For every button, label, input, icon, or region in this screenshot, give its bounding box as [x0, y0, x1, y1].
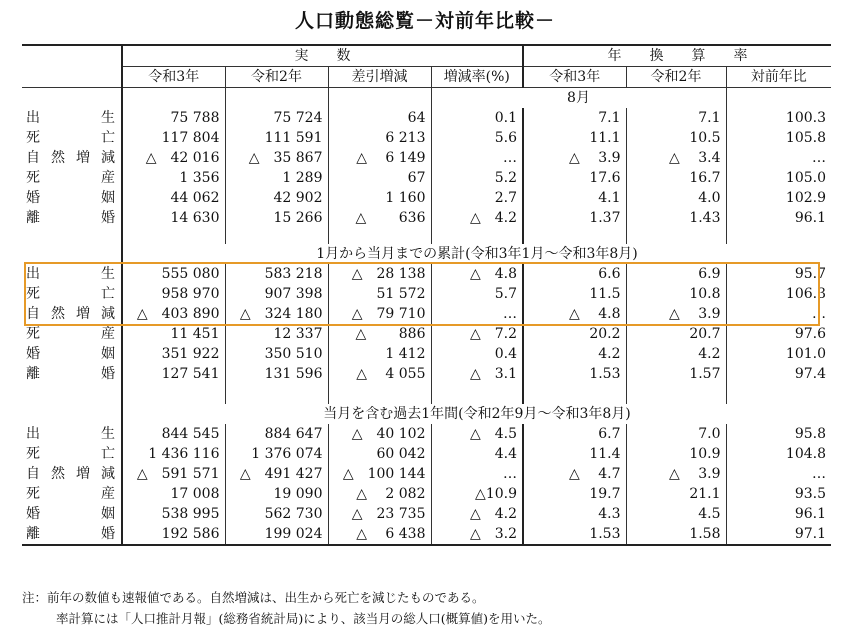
row-label [22, 304, 122, 324]
cell-yoy: 97.6 [726, 324, 831, 344]
row-label-char: 婚 [26, 346, 40, 362]
cell-rate-change: … [431, 464, 523, 484]
row-label [22, 148, 122, 168]
row-label-char: 出 [26, 426, 40, 442]
cell-r2: △ 491 427 [225, 464, 328, 484]
row-label-char: 出 [26, 266, 40, 282]
cell-r2: 19 090 [225, 484, 328, 504]
row-label-char: 自 [26, 150, 40, 166]
row-label-char: 亡 [101, 446, 115, 462]
cell-rate-r3: 19.7 [523, 484, 626, 504]
cell-r3: 1 356 [122, 168, 225, 188]
cell-diff: 6 213 [328, 128, 431, 148]
table-row [22, 128, 831, 148]
col-header-r2: 令和2年 [225, 67, 328, 88]
section-heading-row [22, 244, 831, 264]
cell-r2: 1 289 [225, 168, 328, 188]
cell-diff: △ 100 144 [328, 464, 431, 484]
row-label-char: 然 [51, 150, 65, 166]
cell-rate-r3: 4.2 [523, 344, 626, 364]
cell-rate-r3: △ 4.8 [523, 304, 626, 324]
cell-r2: △ 324 180 [225, 304, 328, 324]
row-label-char: 生 [101, 266, 115, 282]
header-group-actual: 実 数 [122, 45, 523, 67]
cell-yoy: 106.3 [726, 284, 831, 304]
cell-diff: 51 572 [328, 284, 431, 304]
cell-rate-change: △ 4.5 [431, 424, 523, 444]
row-label-char: 離 [26, 210, 40, 226]
col-header-rate-change: 増減率(%) [431, 67, 523, 88]
cell-diff: △ 23 735 [328, 504, 431, 524]
section-heading: 8月 [431, 88, 726, 109]
row-label-char: 死 [26, 286, 40, 302]
row-label-char: 姻 [101, 346, 115, 362]
row-label [22, 484, 122, 504]
header-group-rate: 年 換 算 率 [523, 45, 831, 67]
cell-rate-r3: 1.53 [523, 364, 626, 384]
cell-yoy: 105.0 [726, 168, 831, 188]
cell-rate-change: … [431, 148, 523, 168]
cell-rate-r2: 1.58 [626, 524, 726, 545]
section-spacer [22, 228, 831, 244]
row-label-char: 婚 [26, 506, 40, 522]
header-row-columns [22, 67, 831, 88]
cell-yoy: 95.8 [726, 424, 831, 444]
table-row [22, 524, 831, 545]
col-header-rate-r3: 令和3年 [523, 67, 626, 88]
row-label-char: 亡 [101, 130, 115, 146]
cell-r2: 131 596 [225, 364, 328, 384]
cell-r3: 351 922 [122, 344, 225, 364]
table-row [22, 464, 831, 484]
row-label-char: 減 [101, 150, 115, 166]
cell-rate-change: △ 4.2 [431, 504, 523, 524]
section-spacer [22, 384, 831, 404]
row-label [22, 284, 122, 304]
row-label [22, 444, 122, 464]
row-label [22, 424, 122, 444]
cell-rate-r3: 7.1 [523, 108, 626, 128]
cell-rate-change: 5.6 [431, 128, 523, 148]
cell-rate-r3: 6.6 [523, 264, 626, 284]
cell-rate-r2: 6.9 [626, 264, 726, 284]
cell-r2: 884 647 [225, 424, 328, 444]
row-label-char: 死 [26, 486, 40, 502]
cell-rate-change: 2.7 [431, 188, 523, 208]
cell-r2: 111 591 [225, 128, 328, 148]
cell-rate-change: 5.2 [431, 168, 523, 188]
section-heading-row [22, 404, 831, 424]
table-row [22, 284, 831, 304]
cell-diff: △ 4 055 [328, 364, 431, 384]
cell-diff: △ 6 149 [328, 148, 431, 168]
cell-yoy: 97.4 [726, 364, 831, 384]
cell-rate-change: 4.4 [431, 444, 523, 464]
cell-rate-r3: 20.2 [523, 324, 626, 344]
cell-r3: 14 630 [122, 208, 225, 228]
table-row [22, 108, 831, 128]
cell-r3: 538 995 [122, 504, 225, 524]
row-label-char: 死 [26, 326, 40, 342]
row-label [22, 264, 122, 284]
footnote-2: 率計算には「人口推計月報」(総務省統計局)により、該当月の総人口(概算値)を用いた。 [56, 611, 551, 626]
row-label [22, 524, 122, 545]
cell-rate-r2: 1.43 [626, 208, 726, 228]
row-label [22, 324, 122, 344]
cell-yoy: 104.8 [726, 444, 831, 464]
vital-statistics-table [22, 44, 831, 546]
cell-rate-r2: 21.1 [626, 484, 726, 504]
row-label-char: 増 [76, 150, 90, 166]
cell-rate-r2: 4.2 [626, 344, 726, 364]
table-row [22, 264, 831, 284]
section-heading: 当月を含む過去1年間(令和2年9月～令和3年8月) [122, 404, 831, 424]
table-row [22, 168, 831, 188]
row-label-char: 減 [101, 306, 115, 322]
row-label-char: 死 [26, 446, 40, 462]
table-row [22, 444, 831, 464]
cell-r3: 127 541 [122, 364, 225, 384]
cell-r2: 15 266 [225, 208, 328, 228]
cell-rate-change: △ 7.2 [431, 324, 523, 344]
table-row [22, 148, 831, 168]
cell-diff: 1 160 [328, 188, 431, 208]
row-label-char: 離 [26, 526, 40, 542]
section-heading-row [22, 88, 831, 109]
cell-rate-change: △ 4.2 [431, 208, 523, 228]
cell-yoy: 102.9 [726, 188, 831, 208]
cell-diff: △ 79 710 [328, 304, 431, 324]
cell-rate-r2: 1.57 [626, 364, 726, 384]
cell-r2: 583 218 [225, 264, 328, 284]
cell-r3: △ 591 571 [122, 464, 225, 484]
row-label-char: 産 [101, 170, 115, 186]
row-label [22, 168, 122, 188]
row-label-char: 死 [26, 130, 40, 146]
cell-diff: 60 042 [328, 444, 431, 464]
row-label-char: 然 [51, 466, 65, 482]
table-row [22, 424, 831, 444]
cell-rate-r3: △ 3.9 [523, 148, 626, 168]
footnote-1: 注：前年の数値も速報値である。自然増減は、出生から死亡を減じたものである。 [22, 590, 485, 605]
cell-rate-r2: △ 3.9 [626, 304, 726, 324]
cell-r3: △ 42 016 [122, 148, 225, 168]
cell-r3: 1 436 116 [122, 444, 225, 464]
cell-r2: 907 398 [225, 284, 328, 304]
cell-rate-r2: △ 3.9 [626, 464, 726, 484]
row-label-char: 亡 [101, 286, 115, 302]
cell-rate-r3: 1.53 [523, 524, 626, 545]
cell-diff: △ 40 102 [328, 424, 431, 444]
cell-rate-change: 0.1 [431, 108, 523, 128]
cell-diff: △ 886 [328, 324, 431, 344]
cell-r3: 844 545 [122, 424, 225, 444]
cell-diff: △ 6 438 [328, 524, 431, 545]
cell-yoy: 93.5 [726, 484, 831, 504]
row-label [22, 128, 122, 148]
row-label [22, 464, 122, 484]
row-label-char: 生 [101, 426, 115, 442]
row-label-char: 産 [101, 326, 115, 342]
cell-rate-change: 0.4 [431, 344, 523, 364]
row-label [22, 188, 122, 208]
cell-rate-change: 5.7 [431, 284, 523, 304]
row-label-char: 離 [26, 366, 40, 382]
cell-rate-r2: △ 3.4 [626, 148, 726, 168]
cell-rate-r2: 10.5 [626, 128, 726, 148]
cell-r3: 11 451 [122, 324, 225, 344]
cell-rate-r3: 11.5 [523, 284, 626, 304]
cell-r2: 350 510 [225, 344, 328, 364]
cell-r3: 117 804 [122, 128, 225, 148]
cell-diff: 1 412 [328, 344, 431, 364]
row-label [22, 364, 122, 384]
table-row [22, 344, 831, 364]
cell-r2: 1 376 074 [225, 444, 328, 464]
cell-rate-r3: △ 4.7 [523, 464, 626, 484]
row-label-char: 婚 [101, 366, 115, 382]
cell-rate-r2: 4.0 [626, 188, 726, 208]
cell-r2: △ 35 867 [225, 148, 328, 168]
cell-rate-r2: 16.7 [626, 168, 726, 188]
cell-r2: 12 337 [225, 324, 328, 344]
table-row [22, 364, 831, 384]
cell-rate-r2: 20.7 [626, 324, 726, 344]
cell-rate-r2: 10.9 [626, 444, 726, 464]
cell-rate-r3: 11.4 [523, 444, 626, 464]
row-label-char: 婚 [26, 190, 40, 206]
header-row-groups [22, 45, 831, 67]
cell-rate-change: △ 3.1 [431, 364, 523, 384]
cell-r3: 44 062 [122, 188, 225, 208]
table-row [22, 324, 831, 344]
table-row [22, 208, 831, 228]
cell-r2: 199 024 [225, 524, 328, 545]
row-label-char: 姻 [101, 506, 115, 522]
cell-diff: 64 [328, 108, 431, 128]
cell-rate-r2: 10.8 [626, 284, 726, 304]
cell-rate-change: … [431, 304, 523, 324]
cell-r2: 42 902 [225, 188, 328, 208]
table-row [22, 188, 831, 208]
cell-r2: 75 724 [225, 108, 328, 128]
col-header-yoy: 対前年比 [726, 67, 831, 88]
row-label-char: 減 [101, 466, 115, 482]
row-label-char: 産 [101, 486, 115, 502]
cell-yoy: 101.0 [726, 344, 831, 364]
cell-rate-change: △ 3.2 [431, 524, 523, 545]
cell-rate-r3: 17.6 [523, 168, 626, 188]
cell-diff: △ 28 138 [328, 264, 431, 284]
page-title: 人口動態総覧－対前年比較－ [294, 10, 555, 32]
cell-rate-change: △ 4.8 [431, 264, 523, 284]
row-label-char: 婚 [101, 526, 115, 542]
cell-rate-change: △10.9 [431, 484, 523, 504]
row-label [22, 504, 122, 524]
cell-rate-r2: 7.0 [626, 424, 726, 444]
cell-rate-r3: 4.1 [523, 188, 626, 208]
row-label-char: 姻 [101, 190, 115, 206]
cell-r3: 75 788 [122, 108, 225, 128]
cell-rate-r3: 1.37 [523, 208, 626, 228]
cell-r3: 555 080 [122, 264, 225, 284]
row-label-char: 増 [76, 466, 90, 482]
col-header-diff: 差引増減 [328, 67, 431, 88]
row-label-char: 自 [26, 466, 40, 482]
table-row [22, 504, 831, 524]
cell-yoy: … [726, 464, 831, 484]
cell-yoy: … [726, 304, 831, 324]
cell-r2: 562 730 [225, 504, 328, 524]
header-label-cell [22, 45, 122, 88]
cell-r3: 958 970 [122, 284, 225, 304]
section-heading: 1月から当月までの累計(令和3年1月～令和3年8月) [122, 244, 831, 264]
row-label-char: 婚 [101, 210, 115, 226]
col-header-rate-r2: 令和2年 [626, 67, 726, 88]
cell-yoy: 96.1 [726, 208, 831, 228]
row-label-char: 生 [101, 110, 115, 126]
table-row [22, 484, 831, 504]
cell-yoy: 97.1 [726, 524, 831, 545]
cell-yoy: 95.7 [726, 264, 831, 284]
row-label-char: 然 [51, 306, 65, 322]
cell-diff: △ 636 [328, 208, 431, 228]
col-header-r3: 令和3年 [122, 67, 225, 88]
cell-r3: 192 586 [122, 524, 225, 545]
cell-rate-r2: 7.1 [626, 108, 726, 128]
cell-r3: △ 403 890 [122, 304, 225, 324]
row-label-char: 自 [26, 306, 40, 322]
cell-diff: 67 [328, 168, 431, 188]
cell-rate-r3: 11.1 [523, 128, 626, 148]
row-label-char: 死 [26, 170, 40, 186]
cell-rate-r3: 4.3 [523, 504, 626, 524]
row-label [22, 344, 122, 364]
row-label [22, 108, 122, 128]
cell-rate-r3: 6.7 [523, 424, 626, 444]
row-label-char: 出 [26, 110, 40, 126]
cell-rate-r2: 4.5 [626, 504, 726, 524]
cell-yoy: 105.8 [726, 128, 831, 148]
footnotes [22, 587, 551, 629]
row-label [22, 208, 122, 228]
cell-yoy: 96.1 [726, 504, 831, 524]
cell-yoy: 100.3 [726, 108, 831, 128]
table-row [22, 304, 831, 324]
row-label-char: 増 [76, 306, 90, 322]
cell-yoy: … [726, 148, 831, 168]
cell-r3: 17 008 [122, 484, 225, 504]
cell-diff: △ 2 082 [328, 484, 431, 504]
